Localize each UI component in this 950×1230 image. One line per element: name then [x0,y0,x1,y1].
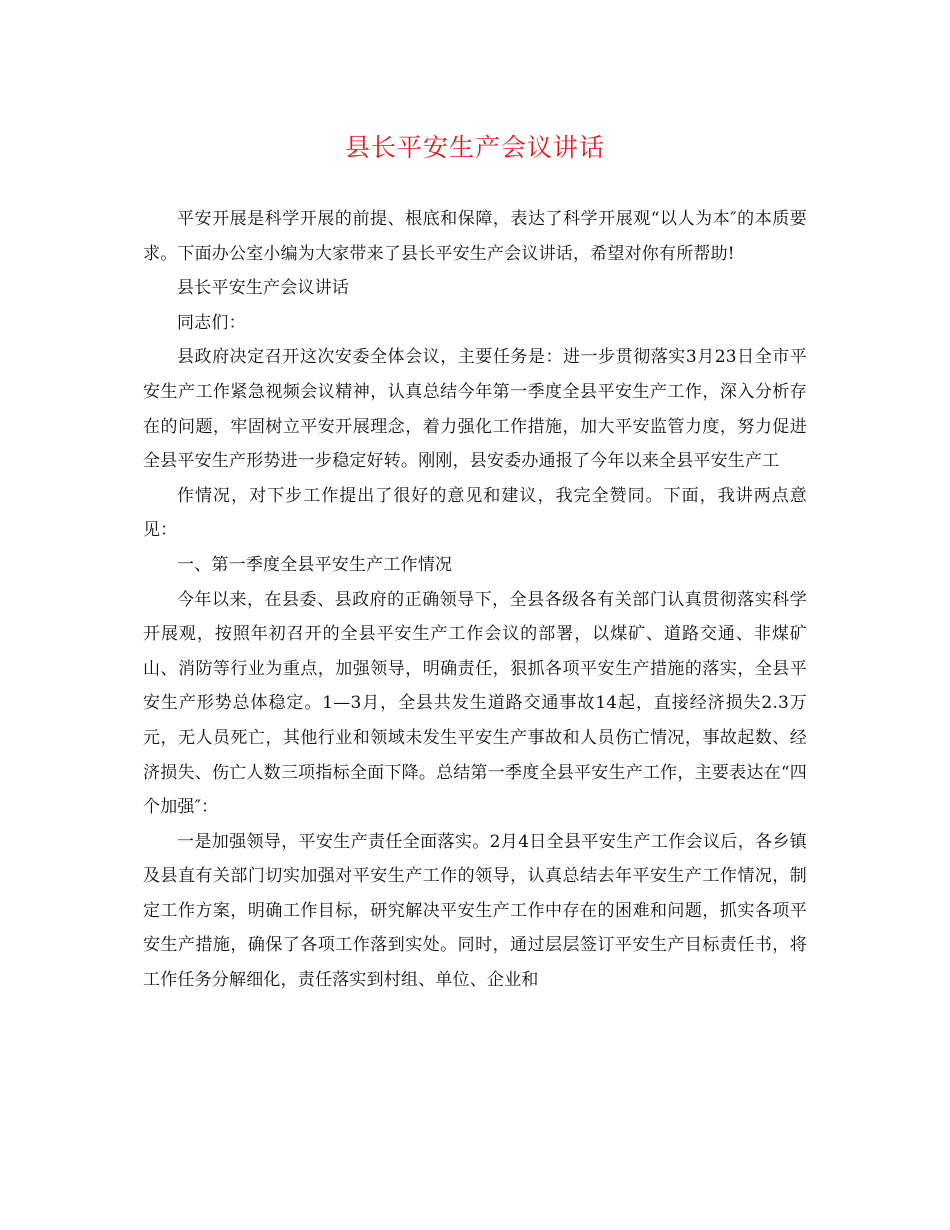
paragraph-overview: 今年以来，在县委、县政府的正确领导下，全县各级各有关部门认真贯彻落实科学开展观，按照年初召开的全县平安生产工作会议的部署，以煤矿、道路交通、非煤矿山、消防等行业为重点，加强领导，明确责任，狠抓各项平安生产措施的落实，全县平安生产形势总体稳定。1—3月，全县共发生道路交通事故14起，直接经济损失2.3万元，无人员死亡，其他行业和领域未发生平安生产事故和人员伤亡情况，事故起数、经济损失、伤亡人数三项指标全面下降。总结第一季度全县平安生产工作，主要表达在“四个加强″： [143,589,807,818]
paragraph-point-one: 一是加强领导，平安生产责任全面落实。2月4日全县平安生产工作会议后，各乡镇及县直有关部门切实加强对平安生产工作的领导，认真总结去年平安生产工作情况，制定工作方案，明确工作目标，研究解决平安生产工作中存在的困难和问题，抓实各项平安生产措施，确保了各项工作落到实处。同时，通过层层签订平安生产目标责任书，将工作任务分解细化，责任落实到村组、单位、企业和 [143,831,807,991]
paragraph-agreement: 作情况，对下步工作提出了很好的意见和建议，我完全赞同。下面，我讲两点意见： [143,485,807,541]
document-body [143,202,807,998]
paragraph-speech-title: 县长平安生产会议讲话 [177,278,349,299]
paragraph-salutation: 同志们： [177,312,246,333]
document-title: 县长平安生产会议讲话 [344,133,605,162]
paragraph-intro: 平安开展是科学开展的前提、根底和保障，表达了科学开展观“以人为本″的本质要求。下面办公室小编为大家带来了县长平安生产会议讲话，希望对你有所帮助! [143,209,807,264]
section-heading-1: 一、第一季度全县平安生产工作情况 [177,554,453,575]
paragraph-meeting-purpose: 县政府决定召开这次安委全体会议，主要任务是：进一步贯彻落实3月23日全市平安生产工作紧急视频会议精神，认真总结今年第一季度全县平安生产工作，深入分析存在的问题，牢固树立平安开展理念，着力强化工作措施，加大平安监管力度，努力促进全县平安生产形势进一步稳定好转。刚刚，县安委办通报了今年以来全县平安生产工 [143,347,807,472]
